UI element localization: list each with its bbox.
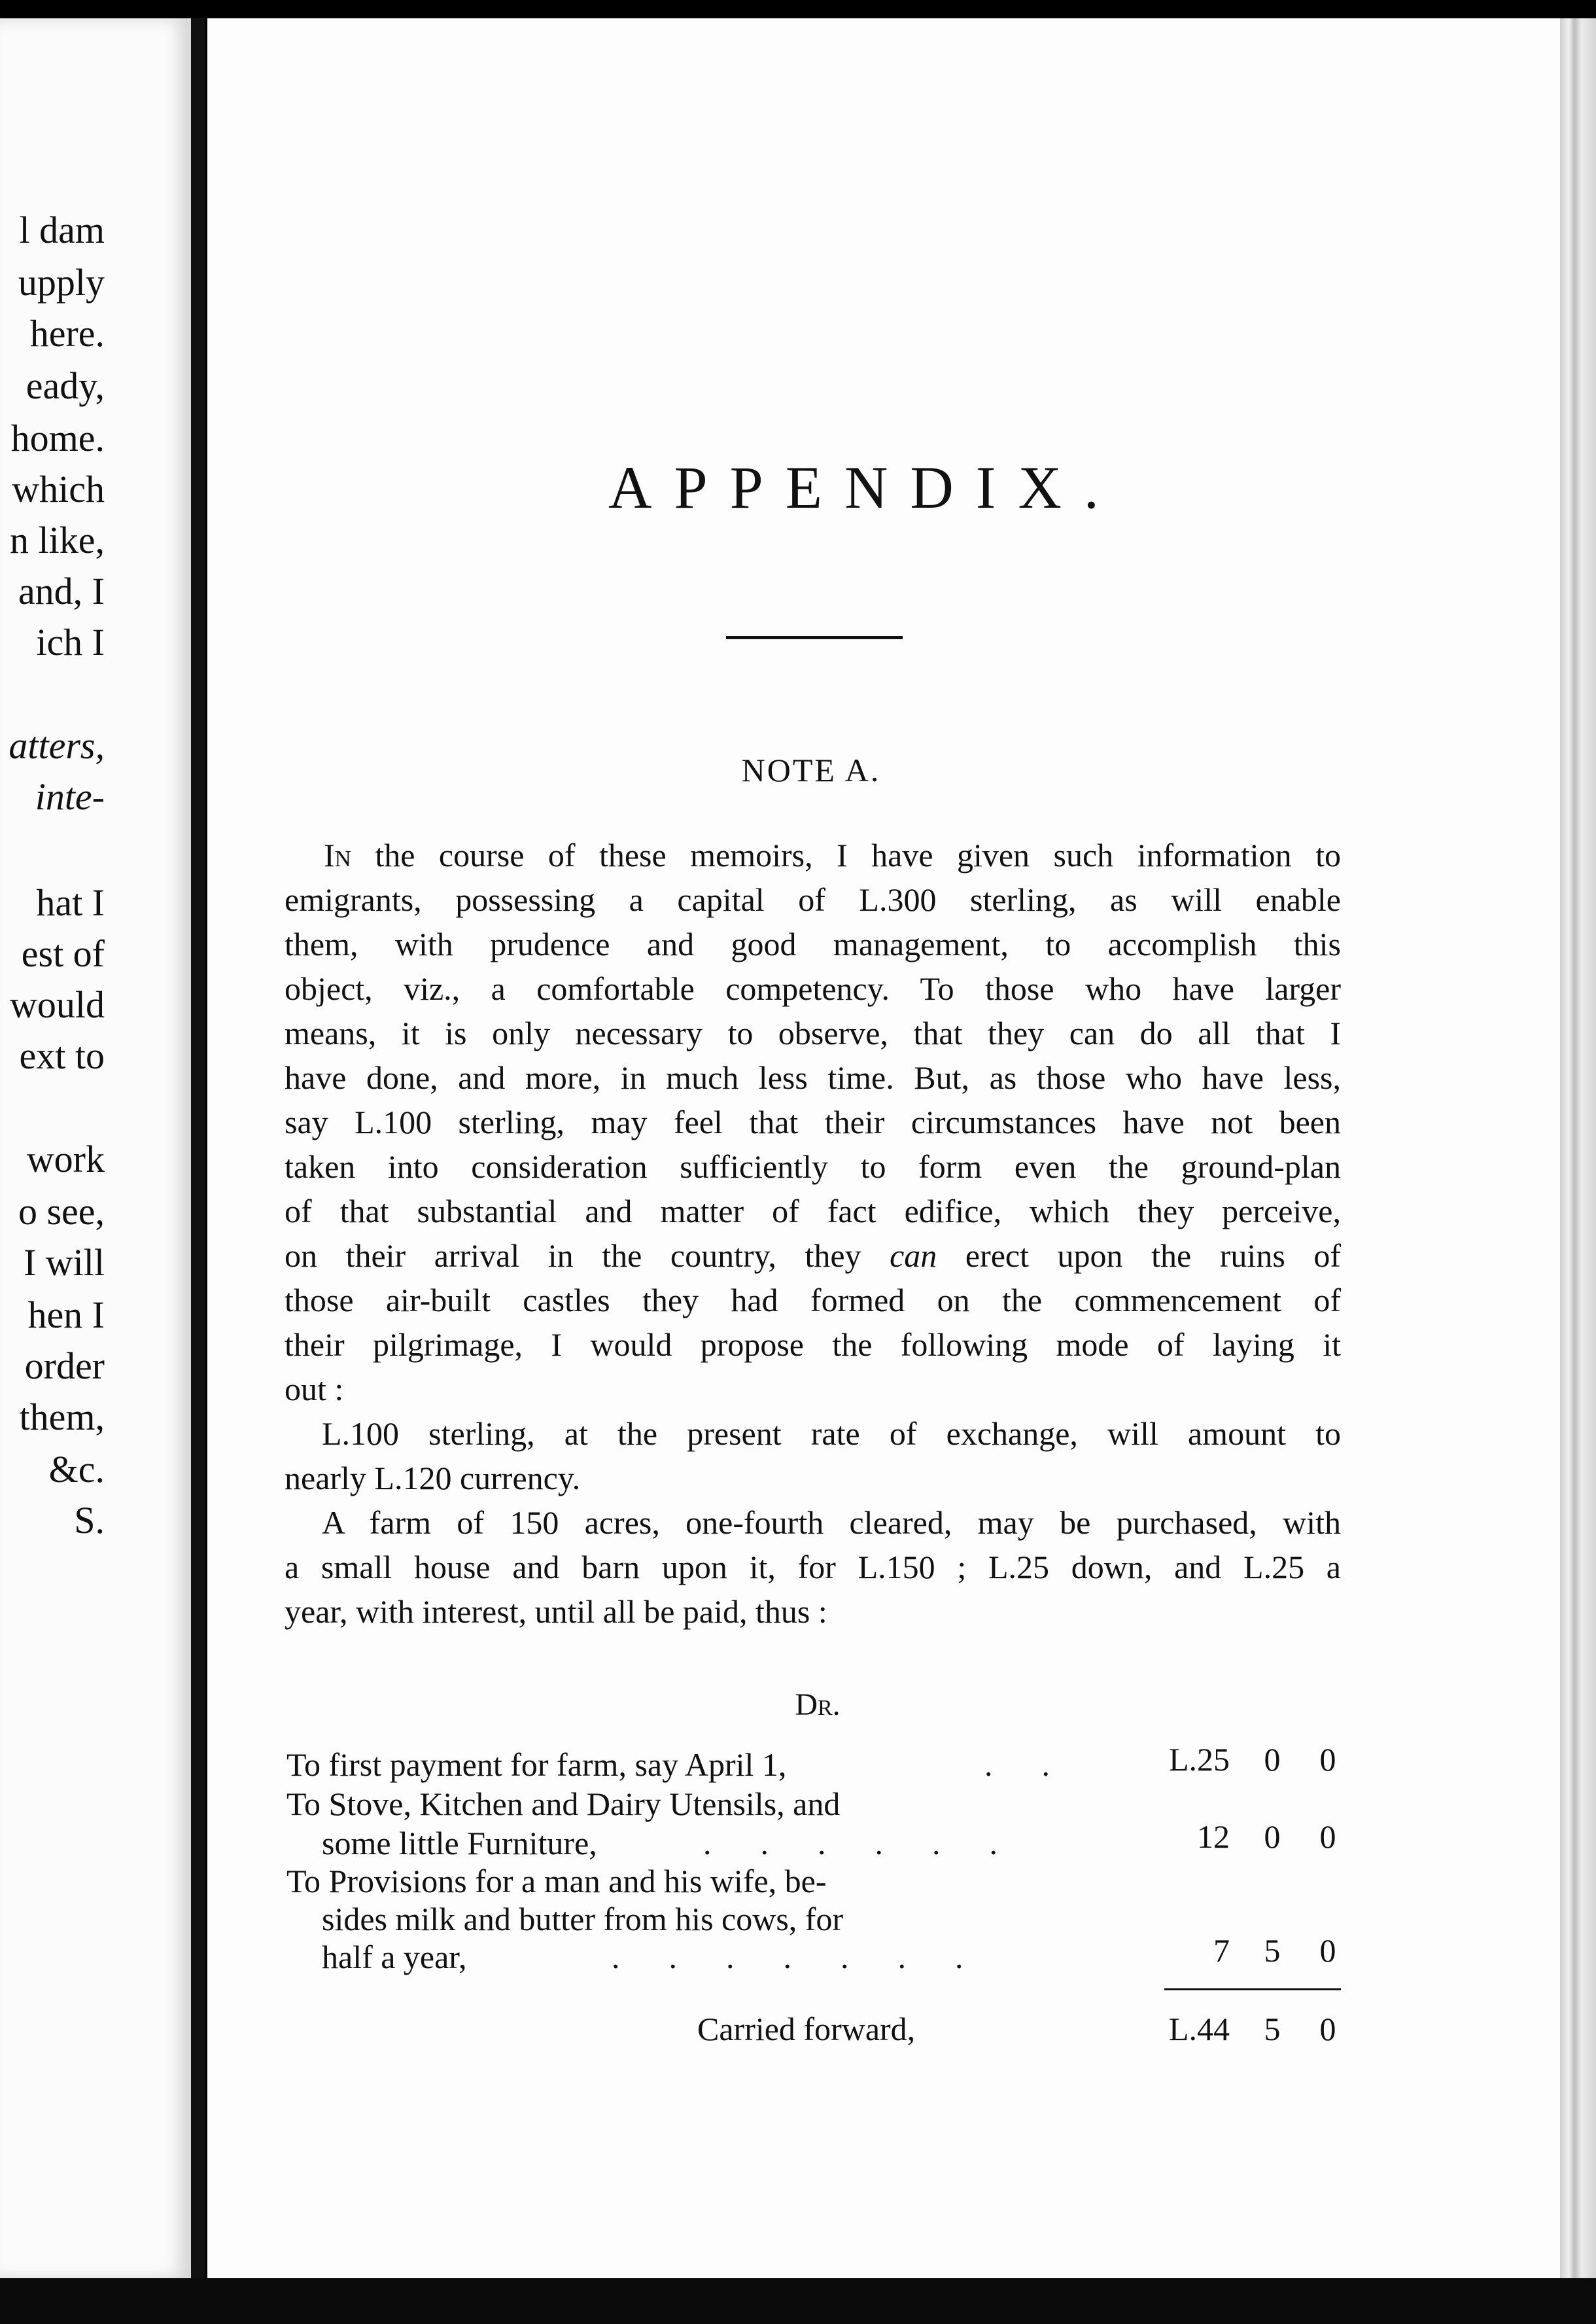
paragraph-line: L.100 sterling, at the present rate of exchange, will amount to [322, 1415, 1341, 1452]
left-page-line: upply [18, 261, 105, 304]
book-gutter [191, 18, 205, 2278]
left-page-line: ext to [19, 1034, 105, 1077]
carried-forward-label: Carried forward, [697, 2011, 916, 2047]
left-page-line: them, [19, 1396, 105, 1438]
paragraph-line: on their arrival in the country, they can erect upon the ruins of [285, 1237, 1341, 1274]
amount-shillings: 0 [1264, 1818, 1281, 1855]
drop-cap: In [324, 837, 351, 873]
paragraph-line: out : [285, 1371, 344, 1407]
italic-word: can [890, 1237, 937, 1274]
left-page-line: I will [23, 1241, 105, 1284]
paragraph-line: have done, and more, in much less time. But, as those who have less, [285, 1059, 1341, 1096]
paragraph-line: In the course of these memoirs, I have given such information to [324, 837, 1341, 873]
scan-bottom-border [0, 2278, 1596, 2324]
paragraph-line: a small house and barn upon it, for L.150 ; L.25 down, and L.25 a [285, 1549, 1341, 1585]
left-page-line: inte- [35, 775, 105, 818]
left-page-line: work [26, 1138, 105, 1180]
left-page-line: eady, [26, 364, 105, 407]
amount-pence: 0 [1319, 1932, 1336, 1969]
paragraph-line: those air-built castles they had formed on the commencement of [285, 1282, 1341, 1318]
left-page-line: hat I [36, 881, 105, 924]
paragraph-line: their pilgrimage, I would propose the following mode of laying it [285, 1326, 1341, 1363]
amount-pence: 0 [1319, 1818, 1336, 1855]
left-page-line: &c. [48, 1448, 105, 1490]
left-page-line: and, I [18, 570, 105, 612]
sum-rule [1164, 1988, 1341, 1990]
scan-top-border [0, 0, 1596, 18]
left-page-line: S. [74, 1499, 105, 1541]
paragraph-line: means, it is only necessary to observe, that they can do all that I [285, 1015, 1341, 1051]
leader-dots: . . [984, 1746, 1050, 1783]
account-item-line: To Stove, Kitchen and Dairy Utensils, and [286, 1786, 841, 1822]
carried-pounds: L.44 [1168, 2011, 1230, 2047]
amount-pounds: 12 [1197, 1818, 1230, 1855]
title-rule [726, 636, 903, 639]
carried-pence: 0 [1319, 2011, 1336, 2047]
left-page-line: here. [29, 312, 105, 355]
left-page-line: order [24, 1345, 105, 1387]
left-page-line: ich I [36, 621, 105, 663]
left-page-line: o see, [18, 1190, 105, 1233]
account-item-line: half a year, [322, 1939, 467, 1975]
amount-pounds: 7 [1213, 1932, 1230, 1969]
paragraph-line: of that substantial and matter of fact edifice, which they perceive, [285, 1193, 1341, 1229]
leader-dots: . . . . . . . [612, 1939, 963, 1975]
left-page-line: l dam [19, 209, 105, 251]
left-page-line: n like, [10, 519, 105, 561]
page-edge-strip [1560, 18, 1596, 2278]
left-page-line: hen I [27, 1294, 105, 1336]
paragraph-line: taken into consideration sufficiently to form even the ground-plan [285, 1148, 1341, 1185]
amount-shillings: 5 [1264, 1932, 1281, 1969]
paragraph-line: say L.100 sterling, may feel that their circumstances have not been [285, 1104, 1341, 1140]
paragraph-line: emigrants, possessing a capital of L.300 sterling, as will enable [285, 881, 1341, 918]
leader-dots: . . . . . . [703, 1825, 998, 1861]
left-page-line: home. [10, 417, 105, 459]
account-heading: Dr. [795, 1687, 841, 1722]
left-page-line: would [10, 983, 105, 1026]
paragraph-line: object, viz., a comfortable competency. To those who have larger [285, 970, 1341, 1007]
left-page-line: which [12, 468, 105, 510]
left-page-line: est of [21, 932, 105, 975]
account-item-line: some little Furniture, [322, 1825, 597, 1861]
left-facing-page [0, 18, 191, 2278]
amount-pounds: L.25 [1168, 1741, 1230, 1778]
account-item-line: To Provisions for a man and his wife, be- [286, 1863, 827, 1899]
page-title: APPENDIX. [608, 454, 1121, 521]
paragraph-line: year, with interest, until all be paid, thus : [285, 1593, 827, 1630]
amount-shillings: 0 [1264, 1741, 1281, 1778]
account-item-line: To first payment for farm, say April 1, [286, 1746, 787, 1783]
amount-pence: 0 [1319, 1741, 1336, 1778]
carried-shillings: 5 [1264, 2011, 1281, 2047]
left-page-line: atters, [9, 724, 105, 767]
account-item-line: sides milk and butter from his cows, for [322, 1901, 844, 1937]
note-heading: NOTE A. [741, 752, 881, 788]
paragraph-line: nearly L.120 currency. [285, 1460, 581, 1496]
paragraph-line: them, with prudence and good management, to accomplish this [285, 926, 1341, 962]
paragraph-line: A farm of 150 acres, one-fourth cleared, may be purchased, with [322, 1504, 1341, 1541]
